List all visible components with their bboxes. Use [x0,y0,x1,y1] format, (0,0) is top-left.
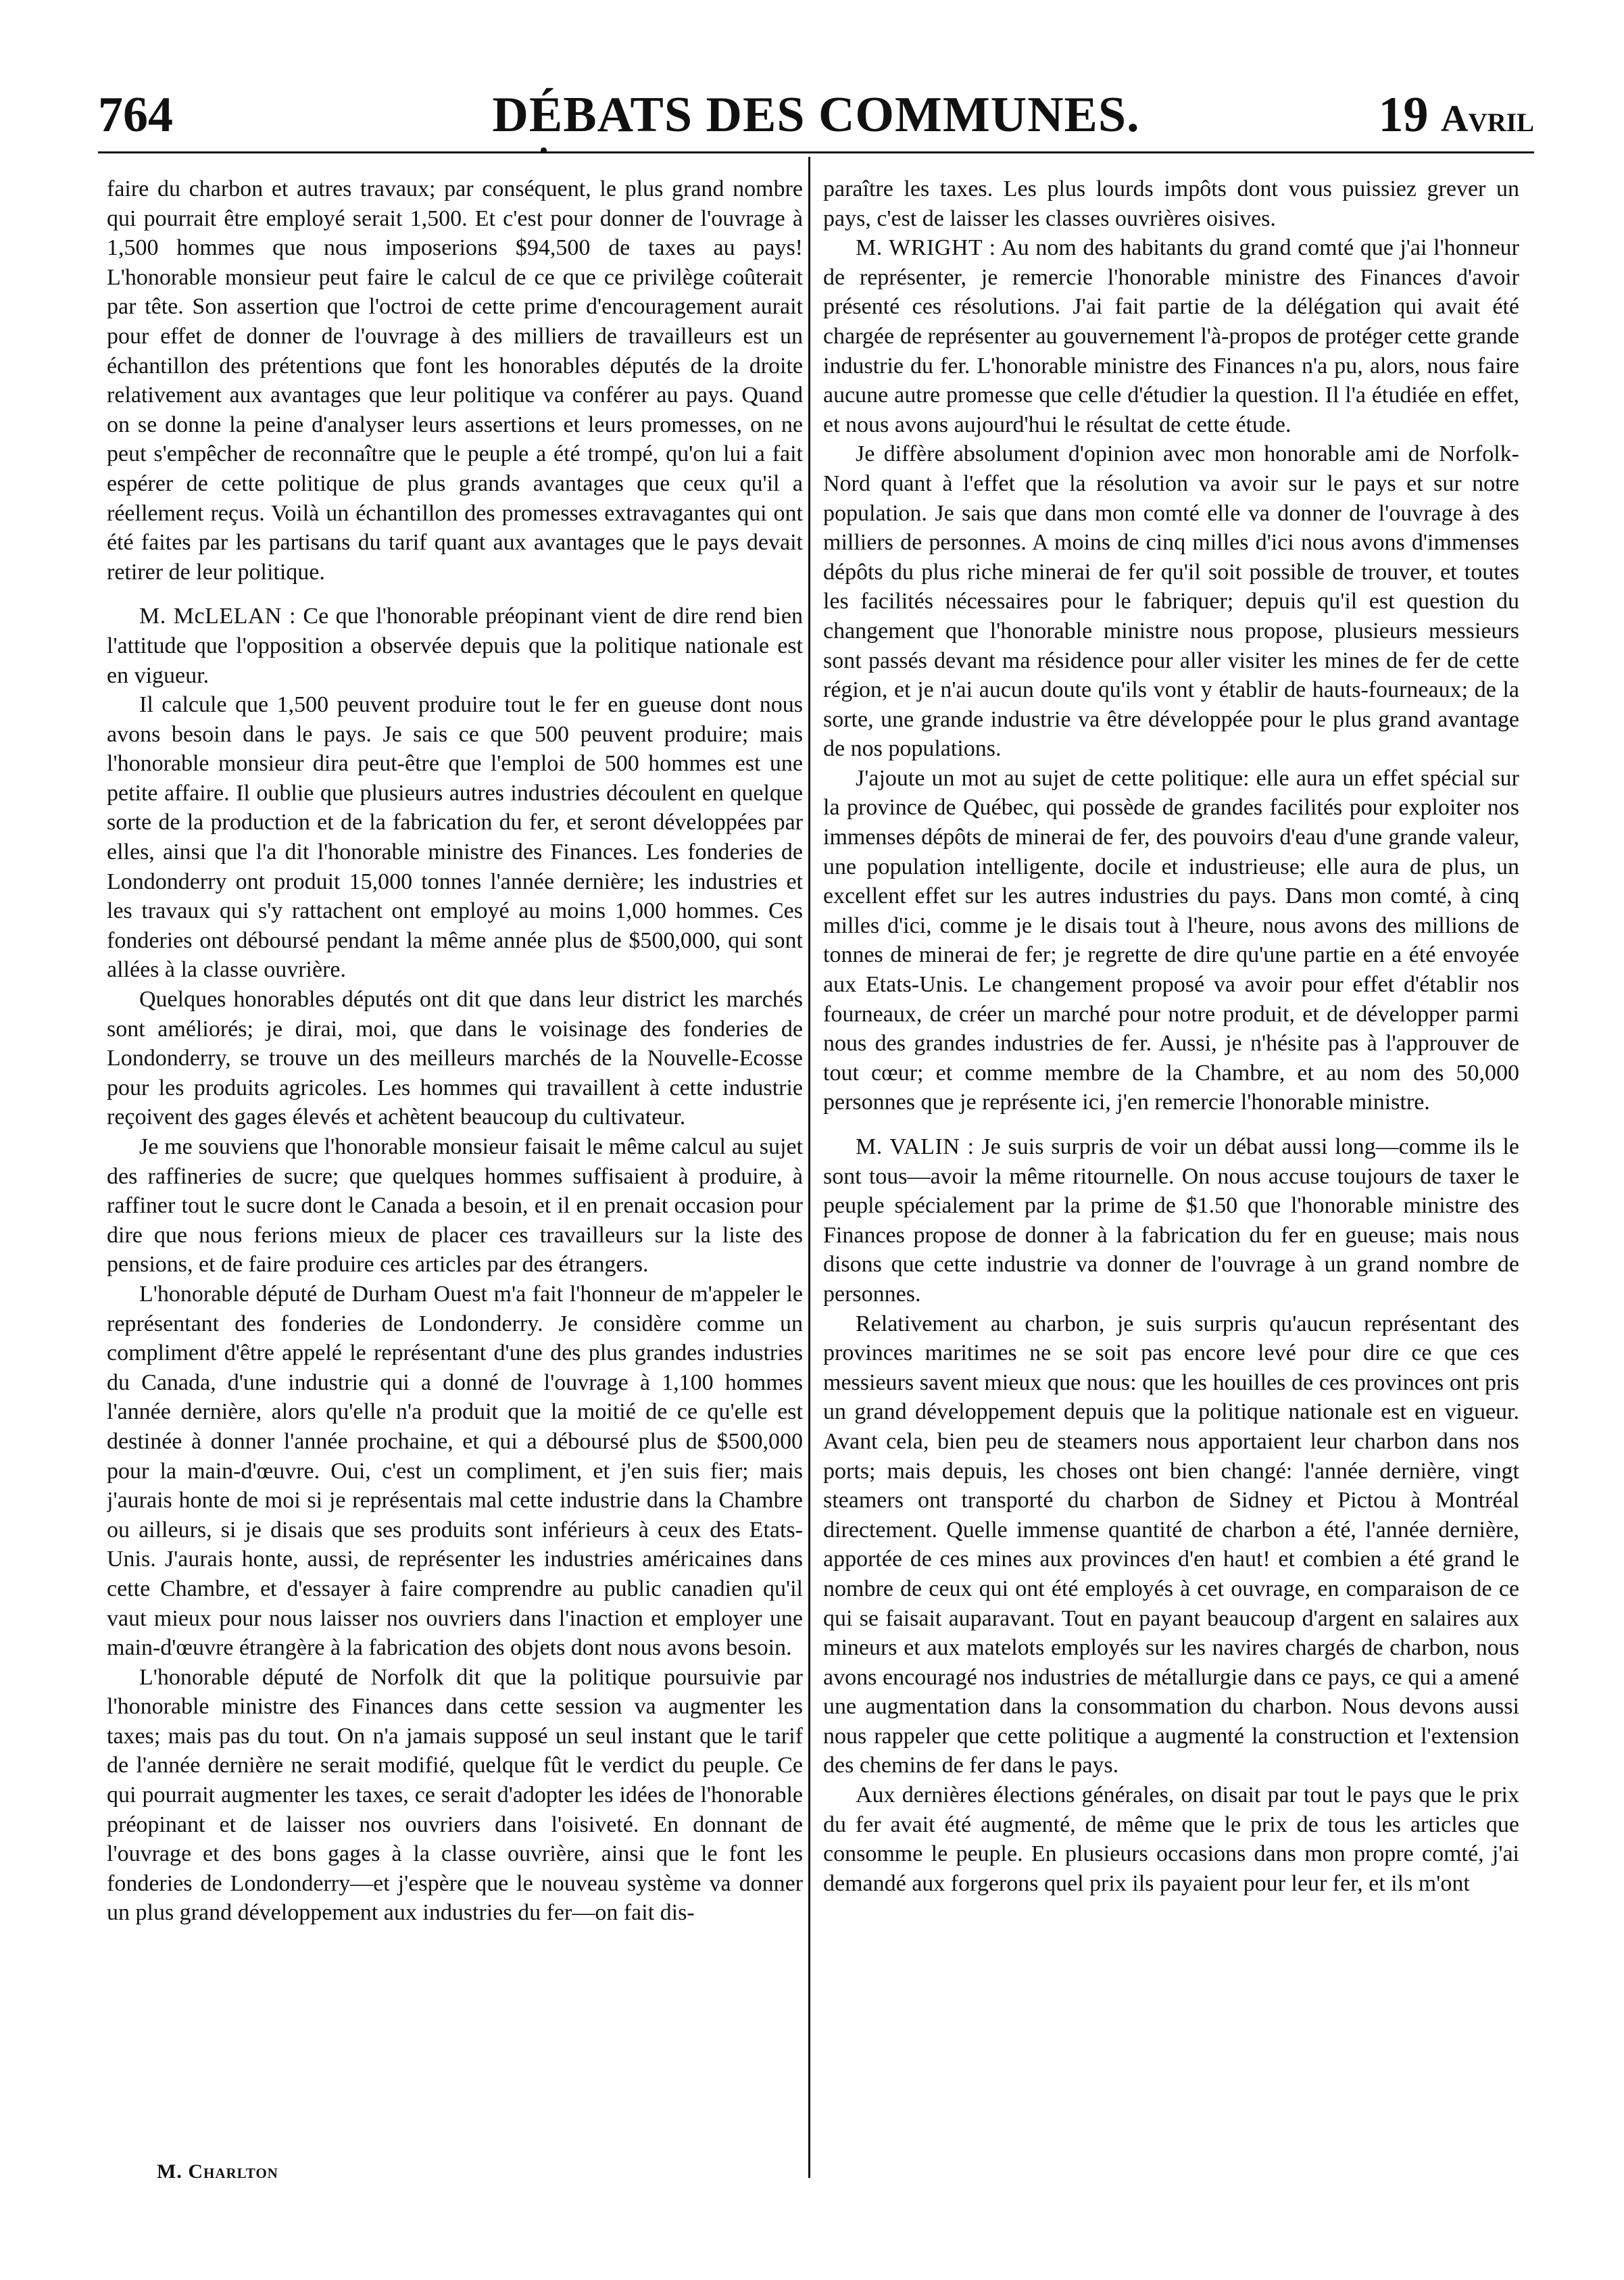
right-paragraph-4: J'ajoute un mot au sujet de cette politique: elle aura un effet spécial sur la province de Québec, qui possède de grandes facilités pour exploiter nos immenses dépôts de minerai de fer, des pouvoirs d'eau d'une grande valeur, une population intelligente, docile et industrieuse; elle aura de plus, un excellent effet sur les autres industries du pays. Dans mon comté, à cinq milles d'ici, comme je le disais tout à l'heure, nous avons des millions de tonnes de minerai de fer; je regrette de dire qu'une partie en a été envoyée aux Etats-Unis. Le changement proposé va avoir pour effet d'établir nos fourneaux, de créer un marché pour notre produit, et de développer parmi nous des grandes industries de fer. Aussi, je n'hésite pas à l'approuver de tout cœur; et comme membre de la Chambre, et au nom des 50,000 personnes que je représente ici, j'en remercie l'honorable ministre. [823,765,1519,1115]
right-speech-valin [823,1132,1519,1309]
page-date [1379,87,1534,144]
left-speech-mclelan [107,602,803,690]
right-speech-wright [823,233,1519,439]
column-divider [808,157,810,2178]
page-header [98,80,1534,147]
left-column [107,174,803,2155]
speaker-valin: M. VALIN : [856,1134,975,1159]
page-date-day: 19 [1378,87,1429,143]
right-paragraph-1: paraître les taxes. Les plus lourds impôts dont vous puissiez grever un pays, c'est de laisser les classes ouvrières oisives. [823,176,1519,231]
page-date-month: Avril [1441,98,1534,140]
speech-text: Ce que l'honorable préopinant vient de dire rend bien l'attitude que l'opposition a observée depuis que la politique nationale est en vigueur. [107,604,803,688]
left-paragraph-4: Quelques honorables députés ont dit que dans leur district les marchés sont améliorés; je dirai, moi, que dans le voisinage des fonderies de Londonderry, se trouve un des meilleurs marchés de la Nouvelle-Ecosse pour les produits agricoles. Les hommes qui travaillent à cette industrie reçoivent des gages élevés et achètent beaucoup du cultivateur. [107,987,803,1130]
right-column [823,174,1519,2155]
speaker-mclelan: M. McLELAN : [139,604,296,629]
left-paragraph-5: Je me souviens que l'honorable monsieur faisait le même calcul au sujet des raffineries de sucre; que quelques hommes suffisaient à produire, à raffiner tout le sucre dont le Canada a besoin, et il en prenait occasion pour dire que nous ferions mieux de placer ces travailleurs sur la liste des pensions, et de faire produire ces articles par des étrangers. [107,1134,803,1278]
header-rule [98,151,1534,153]
left-paragraph-3: Il calcule que 1,500 peuvent produire tout le fer en gueuse dont nous avons besoin dans le pays. Je sais ce que 500 peuvent produire; mais l'honorable monsieur dira peut-être que l'emploi de 500 hommes est une petite affaire. Il oublie que plusieurs autres industries découlent en quelque sorte de la production et de la fabrication du fer, et seront développées par elles, ainsi que l'a dit l'honorable ministre des Finances. Les fonderies de Londonderry ont produit 15,000 tonnes l'année dernière; les industries et les travaux qui s'y rattachent ont employé au moins 1,000 hommes. Ces fonderies ont déboursé pendant la même année plus de $500,000, qui sont allées à la classe ouvrière. [107,692,803,983]
page-number: 764 [98,87,173,143]
right-paragraph-6: Relativement au charbon, je suis surpris qu'aucun représentant des provinces maritimes ne se soit pas encore levé pour dire ce que ces messieurs savent mieux que nous: que les houilles de ces provinces ont pris un grand développement depuis que la politique nationale est en vigueur. Avant cela, bien peu de steamers nous apportaient leur charbon dans nos ports; mais depuis, les choses ont bien changé: l'année dernière, vingt steamers ont transporté du charbon de Sidney et Pictou à Montréal directement. Quelle immense quantité de charbon a été, l'année dernière, apportée de ces mines aux provinces d'en haut! et combien a été grand le nombre de ceux qui ont été employés à cet ouvrage, en comparaison de ce qui se faisait auparavant. Tout en payant beaucoup d'argent en salaires aux mineurs et aux matelots employés sur les navires chargés de charbon, nous avons encouragé nos industries de métallurgie dans ce pays, ce qui a amené une augmentation dans la consommation du charbon. Nous devons aussi nous rappeler que cette politique a augmenté la construction et l'extension des chemins de fer dans le pays. [823,1311,1519,1778]
speech-text: Je suis surpris de voir un débat aussi long—comme ils le sont tous—avoir la même ritournelle. On nous accuse toujours de taxer le peuple spécialement par la prime de $1.50 que l'honorable ministre des Finances propose de donner à la fabrication du fer en gueuse; mais nous disons que cette industrie va donner de l'ouvrage à un grand nombre de personnes. [823,1134,1519,1307]
footer-signature: M. Charlton [157,2160,278,2183]
left-paragraph-1: faire du charbon et autres travaux; par conséquent, le plus grand nombre qui pourrait être employé serait 1,500. Et c'est pour donner de l'ouvrage à 1,500 hommes que nous imposerions $94,500 de taxes au pays! L'honorable monsieur peut faire le calcul de ce que ce privilège coûterait par tête. Son assertion que l'octroi de cette prime d'encouragement aurait pour effet de donner de l'ouvrage à des milliers de travailleurs est un échantillon des prétentions que font les honorables députés de la droite relativement aux avantages que leur politique va conférer au pays. Quand on se donne la peine d'analyser leurs assertions et leurs promesses, on ne peut s'empêcher de reconnaître que le peuple a été trompé, qu'on lui a fait espérer de cette politique de plus grands avantages que ceux qu'il a réellement reçus. Voilà un échantillon des promesses extravagantes qui ont été faites par les partisans du tarif quant aux avantages que le pays devait retirer de leur politique. [107,176,803,585]
header-dot [541,147,547,153]
page-title: DÉBATS DES COMMUNES. [492,87,1140,143]
left-paragraph-6: L'honorable député de Durham Ouest m'a fait l'honneur de m'appeler le représentant des fonderies de Londonderry. Je considère comme un compliment d'être appelé le représentant d'une des plus grandes industries du Canada, d'une industrie qui a donné de l'ouvrage à 1,100 hommes l'année dernière, alors qu'elle n'a produit que la moitié de ce qu'elle est destinée à donner l'année prochaine, et qui a déboursé plus de $500,000 pour la main-d'œuvre. Oui, c'est un compliment, et j'en suis fier; mais j'aurais honte de moi si je représentais mal cette industrie dans la Chambre ou ailleurs, si je disais que ses produits sont inférieurs à ceux des Etats-Unis. J'aurais honte, aussi, de représenter les industries américaines dans cette Chambre, et d'essayer à faire comprendre au public canadien qu'il vaut mieux pour nous laisser nos ouvriers dans l'inaction et employer une main-d'œuvre étrangère à la fabrication des objets dont nous avons besoin. [107,1281,803,1661]
right-paragraph-7: Aux dernières élections générales, on disait par tout le pays que le prix du fer avait été augmenté, de même que le prix de tous les articles que consomme le peuple. En plusieurs occasions dans mon propre comté, j'ai demandé aux forgerons quel prix ils payaient pour leur fer, et ils m'ont [823,1782,1519,1896]
speech-text: Au nom des habitants du grand comté que j'ai l'honneur de représenter, je remercie l'honorable ministre des Finances d'avoir présenté ces résolutions. J'ai fait partie de la délégation qui avait été chargée de représenter au gouvernement l'à-propos de protéger cette grande industrie du fer. L'honorable ministre des Finances n'a pu, alors, nous faire aucune autre promesse que celle d'étudier la question. Il l'a étudiée en effet, et nous avons aujourd'hui le résultat de cette étude. [823,235,1519,437]
left-paragraph-7: L'honorable député de Norfolk dit que la politique poursuivie par l'honorable ministre des Finances dans cette session va augmenter les taxes; mais pas du tout. On n'a jamais supposé un seul instant que le tarif de l'année dernière ne serait modifié, quelque fût le verdict du peuple. Ce qui pourrait augmenter les taxes, ce serait d'adopter les idées de l'honorable préopinant et de laisser nos ouvriers dans l'oisiveté. En donnant de l'ouvrage et des bons gages à la classe ouvrière, ainsi que le font les fonderies de Londonderry—et j'espère que le nouveau système va donner un plus grand développement aux industries du fer—on fait dis- [107,1664,803,1926]
right-paragraph-3: Je diffère absolument d'opinion avec mon honorable ami de Norfolk-Nord quant à l'effet que la résolution va avoir sur le pays et sur notre population. Je sais que dans mon comté elle va donner de l'ouvrage à des milliers de personnes. A moins de cinq milles d'ici nous avons d'immenses dépôts du plus riche minerai de fer qu'il soit possible de trouver, et toutes les facilités nécessaires pour le fabriquer; depuis qu'il est question du changement que l'honorable ministre nous propose, plusieurs messieurs sont passés devant ma résidence pour aller visiter les mines de fer de cette région, et je n'ai aucun doute qu'ils vont y établir de hauts-fourneaux; de la sorte, une grande industrie va être développée pour le plus grand avantage de nos populations. [823,441,1519,762]
speaker-wright: M. WRIGHT : [856,235,996,261]
